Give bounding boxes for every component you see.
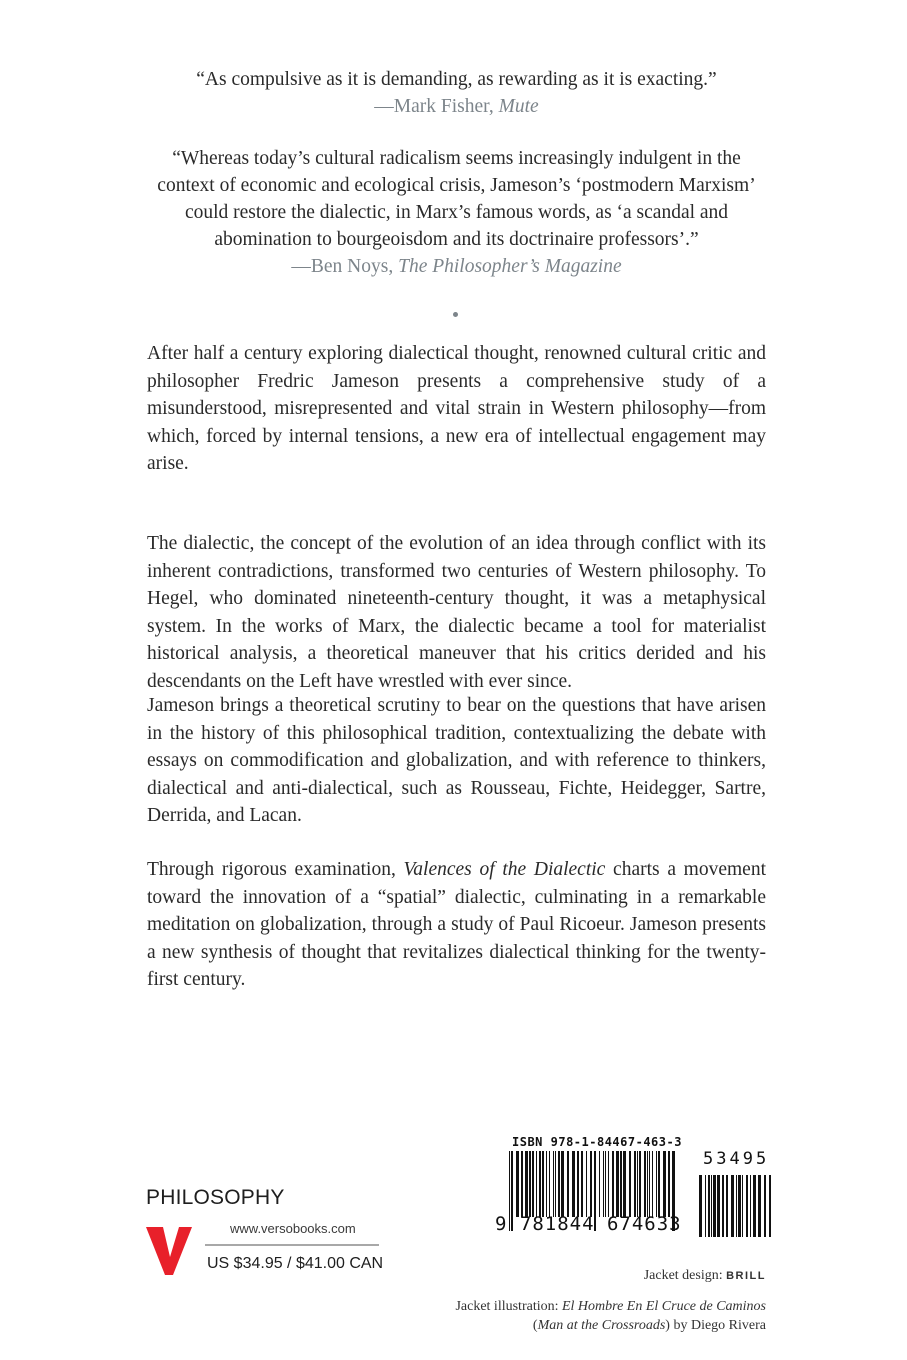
price-code: 53495 [703, 1149, 770, 1169]
barcode-bar [623, 1151, 626, 1217]
barcode-bar [577, 1151, 579, 1217]
barcode-bar [711, 1175, 712, 1237]
price: US $34.95 / $41.00 CAN [207, 1255, 384, 1272]
barcode-bar [726, 1175, 728, 1237]
barcode-bar [722, 1175, 724, 1237]
category-label: PHILOSOPHY [146, 1186, 285, 1209]
barcode-bar [620, 1151, 622, 1217]
illustration-line-1 [366, 1297, 766, 1316]
barcode-bar [542, 1151, 544, 1217]
illustration-line-2: (Man at the Crossroads) by Diego Rivera [532, 1318, 766, 1333]
barcode-bar [656, 1151, 657, 1217]
review-text: “Whereas today’s cultural radicalism seems increasingly indulgent in the context of economic and ecological crisis, Jameson’s ‘postmodern Marxism’ could restore the dialectic, in Marx’s famous words, as ‘a scandal and abomination to bourgeoisdom and its doctrinaire professors’.” [157, 148, 756, 250]
barcode-bar [529, 1151, 531, 1217]
book-title: Valences of the Dialectic [403, 859, 606, 880]
barcode-bar [647, 1151, 648, 1217]
barcode-bar [738, 1175, 741, 1237]
barcode-bar [599, 1151, 600, 1217]
illustration-subtitle: Man at the Crossroads [537, 1318, 666, 1333]
barcode-bar [717, 1175, 720, 1237]
barcode-bar [536, 1151, 537, 1217]
barcode-bar [746, 1175, 748, 1237]
barcode-bar [553, 1151, 554, 1217]
barcode-bar [705, 1175, 706, 1237]
barcode-bar [731, 1175, 734, 1237]
barcode-bar [586, 1151, 587, 1217]
barcode-bar [634, 1151, 636, 1217]
barcode-bar [558, 1151, 560, 1217]
isbn-barcode [495, 1133, 775, 1243]
price-barcode-bars [699, 1175, 777, 1237]
review-quote-2 [147, 145, 766, 280]
illustration-title: El Hombre En El Cruce de Caminos [561, 1299, 766, 1314]
review-text: “As compulsive as it is demanding, as rewarding as it is exacting.” [196, 69, 717, 90]
barcode-bar [616, 1151, 619, 1217]
description-paragraph-1: After half a century exploring dialectical thought, renowned cultural critic and philosopher Fredric Jameson presents a comprehensive study of a misunderstood, misrepresented and vital strain in Western philosophy—from which, forced by internal tensions, a new era of intellectual engagement may arise. [147, 343, 766, 474]
text: charts a movement toward the innovation of a “spatial” dialectic, culminating in a remarkable meditation on globalization, through a study of Paul Ricoeur. Jameson presents a new synthesis of thought that revitalizes dialectical thinking for the twenty-first century. [147, 859, 766, 990]
barcode-bar [561, 1151, 564, 1217]
barcode-bar [567, 1151, 569, 1217]
barcode-bar [742, 1175, 743, 1237]
publisher-url[interactable]: www.versobooks.com [230, 1221, 356, 1236]
reviewer-name: —Mark Fisher, [374, 96, 499, 117]
barcode-digits: 9 781844 674633 [495, 1213, 682, 1235]
text: Through rigorous examination, [147, 859, 404, 880]
reviewer-name: —Ben Noys, [291, 256, 399, 277]
barcode-bar [750, 1175, 751, 1237]
barcode-bar [758, 1175, 761, 1237]
barcode-bar [546, 1151, 547, 1217]
review-attribution [147, 93, 766, 120]
barcode-bar [629, 1151, 631, 1217]
barcode-bar [644, 1151, 646, 1217]
description-paragraph-2: The dialectic, the concept of the evolution of an idea through conflict with its inherent contradictions, transformed two centuries of Western philosophy. To Hegel, who dominated nineteenth-century thought, it was a metaphysical system. In the works of Marx, the dialectic became a tool for materialist historical analysis, a theoretical maneuver that his critics derided and his descendants on the Left have wrestled with ever since. [147, 533, 766, 692]
review-source: The Philosopher’s Magazine [398, 256, 622, 277]
barcode-bar [525, 1151, 528, 1217]
review-attribution [147, 253, 766, 280]
artist-name: by Diego Rivera [669, 1318, 766, 1333]
barcode-bar [605, 1151, 606, 1217]
designer-name: BRILL [726, 1270, 766, 1282]
barcode-bar [699, 1175, 702, 1237]
review-source: Mute [498, 96, 539, 117]
barcode-bar [555, 1151, 556, 1217]
barcode-bar [572, 1151, 575, 1217]
separator-dot [453, 312, 458, 317]
barcode-bar [764, 1175, 766, 1237]
description-paragraph-3: Jameson brings a theoretical scrutiny to bear on the questions that have arisen in the history of this philosophical tradition, contextualizing the debate with essays on commodification and globalization, and with reference to thinkers, dialectical and anti-dialectical, such as Rousseau, Fichte, Heidegger, Sartre, Derrida, and Lacan. [147, 695, 766, 826]
divider [205, 1244, 379, 1246]
credit-label: Jacket illustration: [455, 1299, 562, 1314]
isbn-label: ISBN 978-1-84467-463-3 [512, 1135, 682, 1149]
barcode-bar [658, 1151, 660, 1217]
barcode-bar [516, 1151, 519, 1217]
barcode-bar [521, 1151, 523, 1217]
barcode-bar [753, 1175, 756, 1237]
barcode-bar [549, 1151, 550, 1217]
barcode-bar [539, 1151, 541, 1217]
barcode-bar [590, 1151, 592, 1217]
verso-logo-icon [146, 1225, 192, 1275]
barcode-bar [663, 1151, 666, 1217]
jacket-illustration-credit [366, 1297, 766, 1335]
barcode-bar [713, 1175, 716, 1237]
barcode-bar [608, 1151, 609, 1217]
barcode-bar [708, 1175, 710, 1237]
barcode-bar [769, 1175, 771, 1237]
barcode-bar [652, 1151, 653, 1217]
barcode-bar [581, 1151, 583, 1217]
review-quote-1 [147, 66, 766, 120]
barcode-bar [612, 1151, 614, 1217]
barcode-bar [736, 1175, 737, 1237]
barcode-bar [603, 1151, 604, 1217]
barcode-bar [649, 1151, 650, 1217]
jacket-design-credit [366, 1266, 766, 1286]
credit-label: Jacket design: [643, 1268, 727, 1283]
description-paragraph-4 [147, 856, 766, 994]
barcode-bar [639, 1151, 641, 1217]
barcode-bar [637, 1151, 638, 1217]
barcode-bar [532, 1151, 534, 1217]
barcode-bar [668, 1151, 670, 1217]
